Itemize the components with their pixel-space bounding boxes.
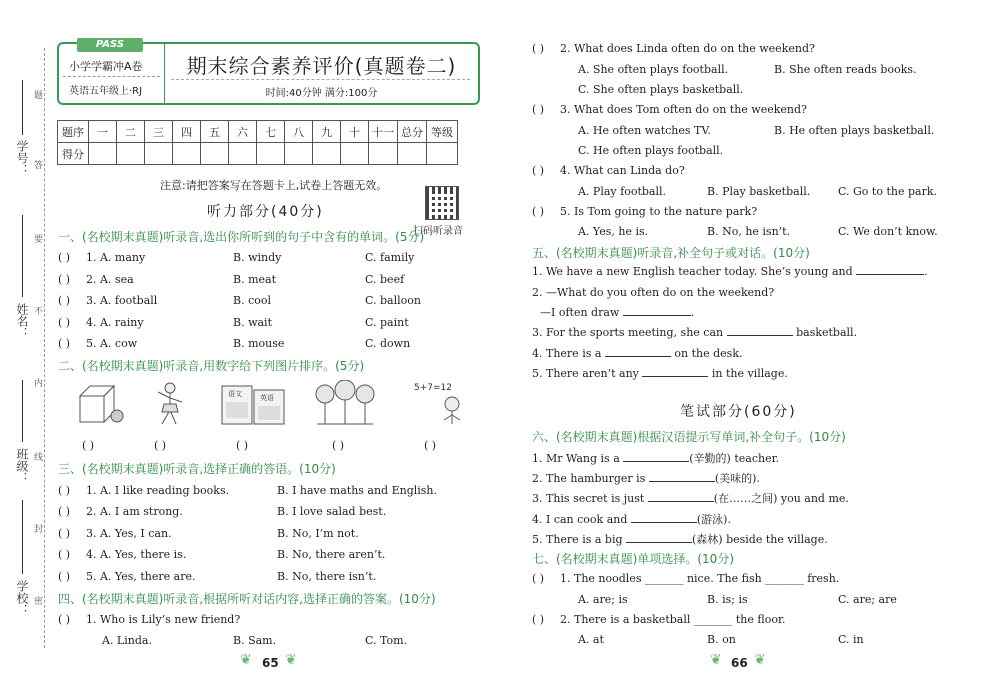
answer-paren[interactable]: ( ) — [424, 439, 437, 452]
page-number: 66 — [731, 656, 748, 670]
score-cell[interactable] — [427, 143, 458, 165]
answer-paren[interactable]: ( ) — [58, 251, 71, 264]
option-c: C. We don’t know. — [838, 225, 938, 238]
option-a: 2. A. I am strong. — [86, 505, 183, 518]
question-text: 1. The noodles _______ nice. The fish _______ fresh. — [560, 572, 840, 585]
school-line — [22, 500, 23, 574]
notice-text: 注意:请把答案写在答题卡上,试卷上答题无效。 — [160, 179, 388, 192]
score-cell[interactable] — [117, 143, 145, 165]
option-b: B. I love salad best. — [277, 505, 387, 518]
score-table — [57, 120, 458, 165]
english-book-title: 英语 — [260, 394, 274, 402]
math-equation: 5+7=12 — [414, 383, 452, 393]
section-5-title: 五、(名校期末真题)听录音,补全句子或对话。(10分) — [532, 246, 810, 260]
option-a: A. She often plays football. — [578, 63, 729, 76]
section-1-title: 一、(名校期末真题)听录音,选出你所听到的句子中含有的单词。(5分) — [58, 230, 425, 244]
seal-char: 题 — [34, 91, 44, 101]
series-name: 小学学霸冲A卷 — [69, 60, 143, 73]
answer-paren[interactable]: ( ) — [532, 572, 545, 585]
table-cell: 十一 — [369, 121, 398, 143]
answer-blank[interactable] — [648, 501, 714, 502]
question-text: 4. What can Linda do? — [560, 164, 685, 177]
section-4-title: 四、(名校期末真题)听录音,根据所听对话内容,选择正确的答案。(10分) — [58, 592, 436, 606]
exam-time-score: 时间:40分钟 满分:100分 — [265, 88, 378, 99]
option-b: B. mouse — [233, 337, 285, 350]
score-cell[interactable] — [89, 143, 117, 165]
listening-part-title: 听力部分(40分) — [207, 204, 324, 220]
score-cell[interactable] — [229, 143, 257, 165]
option-a: 5. A. cow — [86, 337, 138, 350]
seal-char: 密 — [34, 597, 44, 607]
section-7-title: 七、(名校期末真题)单项选择。(10分) — [532, 552, 734, 566]
option-b: B. meat — [233, 273, 276, 286]
fill-sentence — [532, 265, 928, 278]
leaf-icon: ❦ — [710, 652, 722, 668]
school-label: 学校： — [15, 580, 29, 616]
option-b: B. Play basketball. — [707, 185, 811, 198]
sentence-text: . — [924, 265, 928, 278]
fill-sentence — [532, 531, 828, 547]
answer-blank[interactable] — [856, 274, 924, 275]
student-number-label: 学号： — [15, 140, 29, 176]
score-cell[interactable] — [285, 143, 313, 165]
sentence-text: 5. There aren’t any — [532, 367, 643, 380]
sentence-text: (美味的). — [714, 472, 760, 485]
page-number: 65 — [262, 656, 279, 670]
sentence-text: 3. For the sports meeting, she can — [532, 326, 727, 339]
section-3-title: 三、(名校期末真题)听录音,选择正确的答语。(10分) — [58, 462, 336, 476]
sentence-text: in the village. — [708, 367, 788, 380]
table-cell: 五 — [201, 121, 229, 143]
option-a: 3. A. Yes, I can. — [86, 527, 172, 540]
seal-char: 内 — [34, 379, 44, 389]
answer-paren[interactable]: ( ) — [532, 42, 545, 55]
option-a: A. Linda. — [102, 634, 152, 647]
question-text: 2. There is a basketball _______ the floor. — [560, 613, 786, 626]
table-cell: 九 — [313, 121, 341, 143]
answer-paren[interactable]: ( ) — [236, 439, 249, 452]
class-line — [22, 380, 23, 442]
header-series-box — [59, 39, 165, 103]
score-cell[interactable] — [145, 143, 173, 165]
right-page — [500, 0, 1000, 695]
option-a: 3. A. football — [86, 294, 158, 307]
option-c: C. down — [365, 337, 411, 350]
sentence-text: (游泳). — [696, 513, 731, 526]
pass-logo: PASS — [77, 38, 143, 52]
seal-char: 要 — [34, 235, 44, 245]
sentence-text: 4. I can cook and — [532, 513, 631, 526]
option-b: B. cool — [233, 294, 272, 307]
answer-blank[interactable] — [605, 356, 671, 357]
option-a: 4. A. rainy — [86, 316, 144, 329]
seal-char: 不 — [34, 307, 44, 317]
option-c: C. beef — [365, 273, 405, 286]
option-a: 4. A. Yes, there is. — [86, 548, 187, 561]
answer-blank[interactable] — [623, 461, 689, 462]
answer-paren[interactable]: ( ) — [82, 439, 95, 452]
option-a: A. Play football. — [578, 185, 666, 198]
table-cell: 八 — [285, 121, 313, 143]
option-a: A. are; is — [578, 593, 628, 606]
table-cell: 得分 — [58, 143, 89, 165]
sentence-text: 5. There is a big — [532, 533, 626, 546]
option-b: B. windy — [233, 251, 282, 264]
option-c: C. He often plays football. — [578, 144, 724, 157]
student-number-line — [22, 80, 23, 135]
qr-code-icon[interactable] — [425, 186, 459, 220]
answer-blank[interactable] — [623, 315, 691, 316]
table-cell: 十 — [341, 121, 369, 143]
score-table-header-row — [58, 121, 458, 143]
option-a: 1. A. I like reading books. — [86, 484, 230, 497]
option-c: C. balloon — [365, 294, 421, 307]
option-c: C. paint — [365, 316, 409, 329]
answer-paren[interactable]: ( ) — [532, 613, 545, 626]
answer-blank[interactable] — [626, 542, 692, 543]
answer-blank[interactable] — [642, 376, 708, 377]
answer-paren[interactable]: ( ) — [154, 439, 167, 452]
answer-blank[interactable] — [727, 335, 793, 336]
section-2-title: 二、(名校期末真题)听录音,用数字给下列图片排序。(5分) — [58, 359, 365, 373]
table-cell: 总分 — [398, 121, 427, 143]
option-c: C. in — [838, 633, 864, 646]
exam-header — [57, 39, 480, 105]
score-cell[interactable] — [173, 143, 201, 165]
option-c: C. family — [365, 251, 415, 264]
math-girl-picture — [410, 380, 474, 428]
table-cell: 一 — [89, 121, 117, 143]
option-a: A. at — [578, 633, 604, 646]
qr-label: 扫码听录音 — [413, 226, 463, 237]
sentence-text: —I often draw — [540, 306, 623, 319]
sentence-text: on the desk. — [670, 347, 743, 360]
score-cell[interactable] — [201, 143, 229, 165]
score-table-score-row — [58, 143, 458, 165]
fill-sentence — [532, 347, 742, 360]
cube-picture — [72, 380, 124, 428]
sentence-text: (辛勤的) teacher. — [689, 452, 780, 465]
table-cell: 四 — [173, 121, 201, 143]
table-cell: 六 — [229, 121, 257, 143]
fill-sentence — [540, 306, 694, 319]
writing-part-title: 笔试部分(60分) — [680, 404, 797, 420]
option-b: B. wait — [233, 316, 272, 329]
option-b: B. is; is — [707, 593, 748, 606]
leaf-icon: ❦ — [754, 652, 766, 668]
option-a: A. He often watches TV. — [578, 124, 711, 137]
option-a: 1. A. many — [86, 251, 146, 264]
option-a: 5. A. Yes, there are. — [86, 570, 196, 583]
answer-paren[interactable]: ( ) — [58, 570, 71, 583]
sentence-text: 2. —What do you often do on the weekend? — [532, 286, 775, 299]
answer-paren[interactable]: ( ) — [58, 613, 71, 626]
seal-char: 答 — [34, 161, 44, 171]
grade-label: 英语五年级上·RJ — [69, 86, 143, 97]
chinese-book-title: 语文 — [228, 390, 242, 398]
answer-paren[interactable]: ( ) — [58, 294, 71, 307]
table-cell: 三 — [145, 121, 173, 143]
option-b: B. He often plays basketball. — [774, 124, 935, 137]
option-c: C. Tom. — [365, 634, 408, 647]
binding-line — [44, 48, 45, 648]
answer-paren[interactable]: ( ) — [532, 164, 545, 177]
answer-paren[interactable]: ( ) — [532, 103, 545, 116]
exam-title: 期末综合素养评价(真题卷二) — [186, 54, 457, 78]
question-text: 5. Is Tom going to the nature park? — [560, 205, 758, 218]
seal-char: 线 — [34, 453, 44, 463]
sentence-text: 2. The hamburger is — [532, 472, 649, 485]
question-text: 2. What does Linda often do on the weekend? — [560, 42, 815, 55]
option-b: B. No, he isn’t. — [707, 225, 791, 238]
divider — [171, 79, 470, 80]
fill-sentence — [532, 286, 774, 299]
fill-sentence — [532, 470, 760, 486]
option-b: B. She often reads books. — [774, 63, 917, 76]
score-cell[interactable] — [398, 143, 427, 165]
seal-char: 封 — [34, 525, 44, 535]
score-cell[interactable] — [369, 143, 398, 165]
sentence-text: 1. Mr Wang is a — [532, 452, 624, 465]
fill-sentence — [532, 326, 857, 339]
fill-sentence — [532, 490, 849, 506]
park-picture — [313, 380, 377, 428]
leaf-icon: ❦ — [285, 652, 297, 668]
table-cell: 题序 — [58, 121, 89, 143]
sentence-text: 1. We have a new English teacher today. She’s young and — [532, 265, 857, 278]
option-c: C. Go to the park. — [838, 185, 937, 198]
name-label: 姓名： — [15, 303, 29, 339]
answer-paren[interactable]: ( ) — [58, 273, 71, 286]
answer-paren[interactable]: ( ) — [58, 548, 71, 561]
section-6-title: 六、(名校期末真题)根据汉语提示写单词,补全句子。(10分) — [532, 430, 846, 444]
answer-paren[interactable]: ( ) — [332, 439, 345, 452]
sentence-text: 4. There is a — [532, 347, 605, 360]
option-a: 2. A. sea — [86, 273, 134, 286]
sentence-text: basketball. — [792, 326, 858, 339]
leaf-icon: ❦ — [240, 652, 252, 668]
answer-blank[interactable] — [649, 481, 715, 482]
option-b: B. on — [707, 633, 736, 646]
option-b: B. Sam. — [233, 634, 277, 647]
fill-sentence — [532, 367, 788, 380]
answer-paren[interactable]: ( ) — [58, 484, 71, 497]
sentence-text: (在……之间) you and me. — [713, 492, 849, 505]
option-b: B. No, there isn’t. — [277, 570, 377, 583]
answer-blank[interactable] — [631, 522, 697, 523]
question-text: 3. What does Tom often do on the weekend? — [560, 103, 807, 116]
answer-paren[interactable]: ( ) — [58, 505, 71, 518]
score-cell[interactable] — [257, 143, 285, 165]
option-a: A. Yes, he is. — [578, 225, 649, 238]
fill-sentence — [532, 511, 731, 527]
class-label: 班级： — [15, 448, 29, 484]
sentence-text: (森林) beside the village. — [692, 533, 828, 546]
option-c: C. are; are — [838, 593, 897, 606]
option-c: C. She often plays basketball. — [578, 83, 744, 96]
answer-paren[interactable]: ( ) — [58, 337, 71, 350]
answer-paren[interactable]: ( ) — [532, 205, 545, 218]
fill-sentence — [532, 450, 779, 466]
answer-paren[interactable]: ( ) — [58, 316, 71, 329]
option-b: B. No, there aren’t. — [277, 548, 386, 561]
score-cell[interactable] — [313, 143, 341, 165]
answer-paren[interactable]: ( ) — [58, 527, 71, 540]
option-b: B. I have maths and English. — [277, 484, 438, 497]
sentence-text: 3. This secret is just — [532, 492, 648, 505]
table-cell: 七 — [257, 121, 285, 143]
divider — [63, 76, 160, 77]
table-cell: 二 — [117, 121, 145, 143]
option-b: B. No, I’m not. — [277, 527, 359, 540]
score-cell[interactable] — [341, 143, 369, 165]
sentence-text: . — [690, 306, 695, 319]
books-picture — [218, 380, 288, 428]
table-cell: 等级 — [427, 121, 458, 143]
dancing-girl-picture — [148, 380, 192, 428]
question-text: 1. Who is Lily’s new friend? — [86, 613, 241, 626]
name-line — [22, 215, 23, 297]
